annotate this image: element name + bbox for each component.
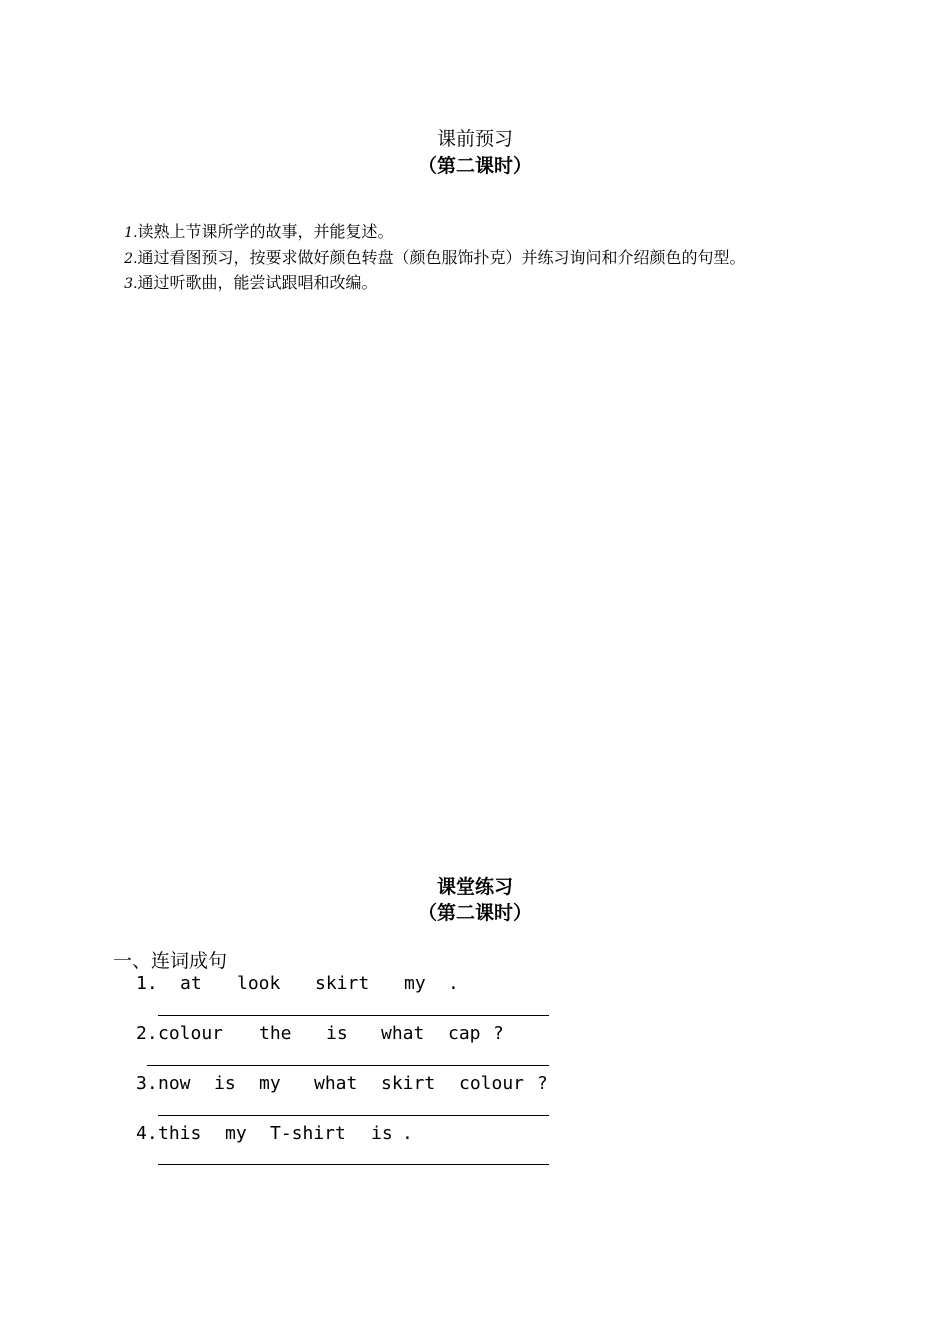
scrambled-word: colour [158, 1023, 224, 1044]
section-heading: 一、连词成句 [113, 950, 228, 972]
answer-line[interactable] [147, 1065, 549, 1066]
scrambled-word: my [259, 1073, 281, 1094]
scrambled-word: ? [493, 1023, 504, 1044]
preview-subtitle: （第二课时） [417, 155, 532, 177]
scrambled-word: this [158, 1123, 202, 1144]
scrambled-word: at [180, 973, 202, 994]
scrambled-word: what [314, 1073, 358, 1094]
scrambled-word: the [259, 1023, 292, 1044]
scrambled-word: colour [459, 1073, 525, 1094]
scrambled-word: cap [448, 1023, 481, 1044]
answer-line[interactable] [158, 1164, 549, 1165]
scrambled-word: is [326, 1023, 348, 1044]
preview-title: 课前预习 [436, 128, 513, 150]
scrambled-word: is [371, 1123, 393, 1144]
preview-goal-3 [114, 251, 378, 293]
scrambled-word: ? [537, 1073, 548, 1094]
goal-text: 通过听歌曲，能尝试跟唱和改编。 [137, 273, 378, 292]
goal-number: 2. [124, 251, 138, 267]
exercise-number: 4. [136, 1123, 158, 1144]
scrambled-word: look [237, 973, 281, 994]
scrambled-word: is [214, 1073, 236, 1094]
goal-text: 通过看图预习，按要求做好颜色转盘（颜色服饰扑克）并练习询问和介绍颜色的句型。 [137, 248, 746, 267]
practice-subtitle: （第二课时） [417, 902, 532, 924]
scrambled-word: skirt [381, 1073, 436, 1094]
goal-number: 1. [124, 225, 138, 241]
answer-line[interactable] [158, 1015, 549, 1016]
answer-line[interactable] [158, 1115, 549, 1116]
scrambled-word: . [448, 973, 459, 994]
exercise-number: 1. [136, 973, 158, 994]
goal-text: 读熟上节课所学的故事，并能复述。 [137, 222, 394, 241]
scrambled-word: my [225, 1123, 247, 1144]
scrambled-word: what [381, 1023, 425, 1044]
exercise-number: 3. [136, 1073, 158, 1094]
scrambled-word: . [402, 1123, 413, 1144]
scrambled-word: now [158, 1073, 191, 1094]
scrambled-word: T-shirt [270, 1123, 346, 1144]
practice-title: 课堂练习 [436, 876, 513, 898]
goal-number: 3. [124, 276, 138, 292]
exercise-number: 2. [136, 1023, 158, 1044]
scrambled-word: skirt [315, 973, 370, 994]
scrambled-word: my [404, 973, 426, 994]
